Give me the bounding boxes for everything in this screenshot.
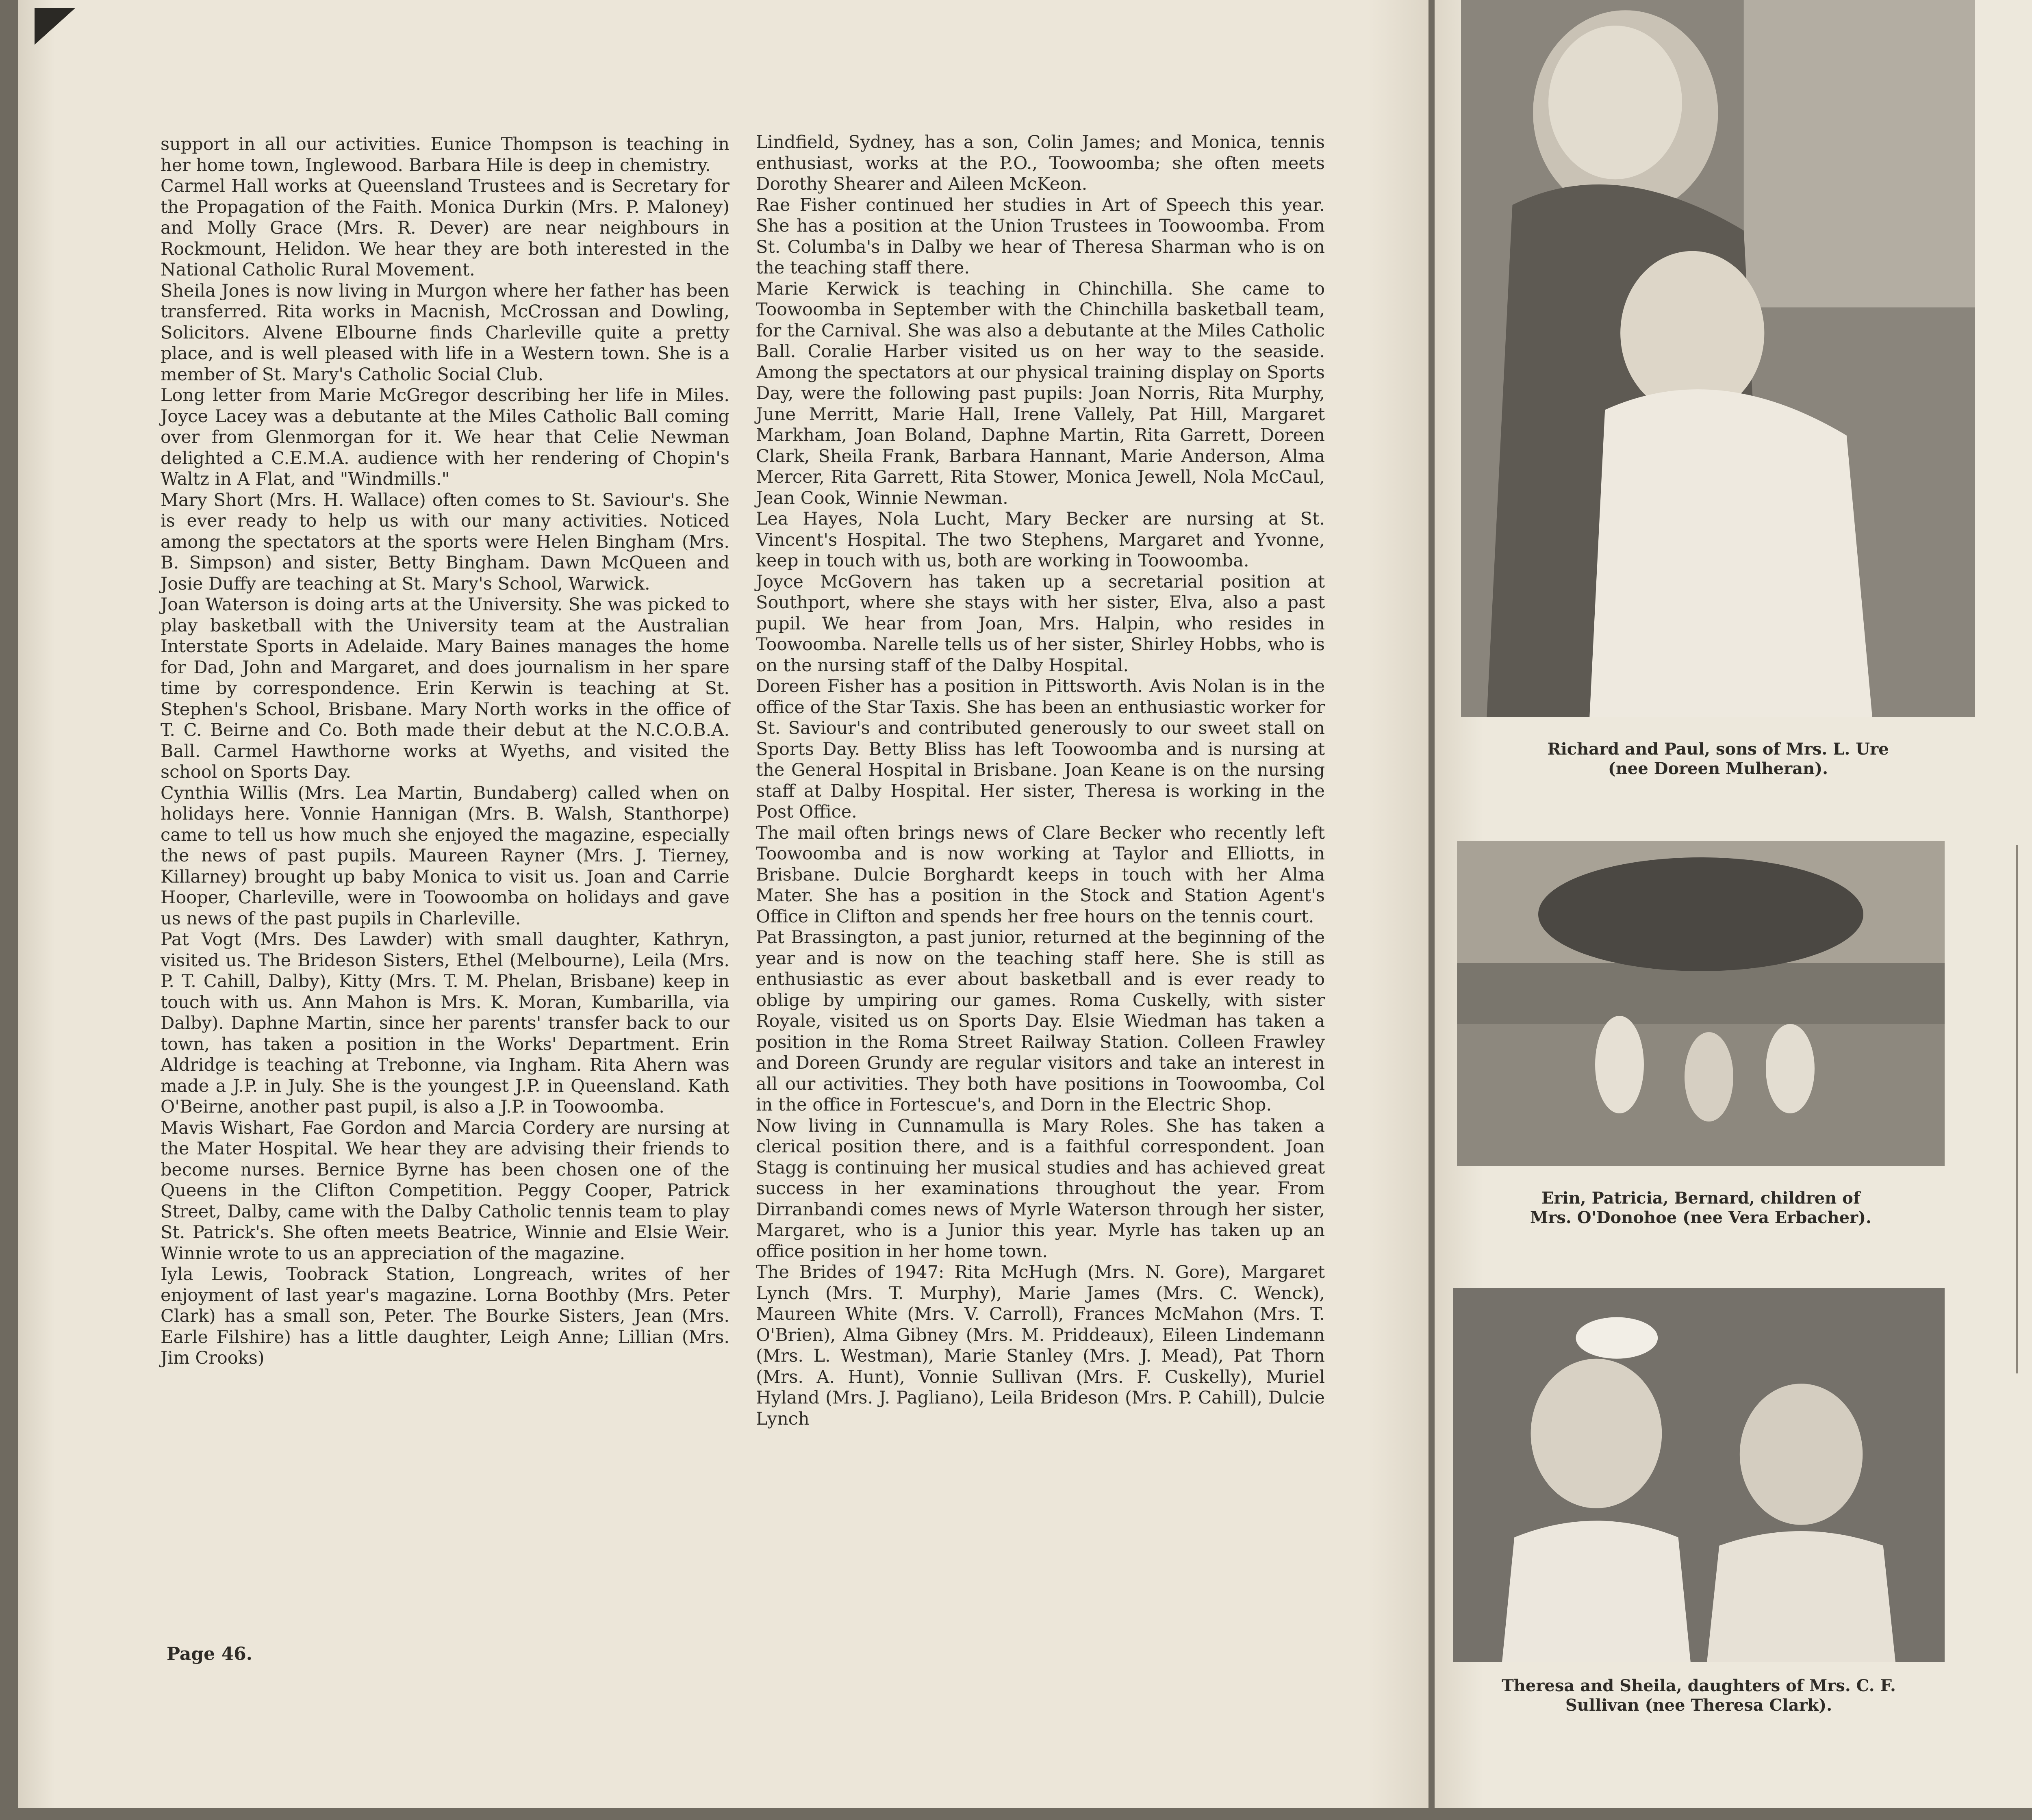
- photo-richard-and-paul: [1461, 0, 1975, 717]
- photo-theresa-and-sheila: [1453, 1288, 1945, 1662]
- photo-erin-patricia-bernard: [1457, 841, 1945, 1166]
- caption-erin-patricia-bernard: Erin, Patricia, Bernard, children of Mrs. O'Donohoe (nee Vera Erbacher).: [1530, 1189, 1871, 1227]
- page-corner-mark: [35, 8, 75, 45]
- caption-richard-and-paul: Richard and Paul, sons of Mrs. L. Ure (nee Doreen Mulheran).: [1547, 740, 1889, 778]
- column-divider: [2016, 845, 2018, 1373]
- article-column-2: Lindfield, Sydney, has a son, Colin James; and Monica, tennis enthusiast, works at the P.O., Toowoomba; she often meets Dorothy Shearer and Aileen McKeon. Rae Fisher continued her studies in Art of Speech this year. She has a position at the Union Trustees in Toowoomba. From St. Columba's in Dalby we hear of Theresa Sharman who is on the teaching staff there. Marie Kerwick is teaching in Chinchilla. She came to Toowoomba in September with the Chinchilla basketball team, for the Carnival. She was also a debutante at the Miles Catholic Ball. Coralie Harber visited us on her way to the seaside. Among the spectators at our physical training display on Sports Day, were the following past pupils: Joan Norris, Rita Murphy, June Merritt, Marie Hall, Irene Vallely, Pat Hill, Margaret Markham, Joan Boland, Daphne Martin, Rita Garrett, Doreen Clark, Sheila Frank, Barbara Hannant, Marie Anderson, Alma Mercer, Rita Garrett, Rita Stower, Monica Jewell, Nola McCaul, Jean Cook, Winnie Newman. Lea Hayes, Nola Lucht, Mary Becker are nursing at St. Vincent's Hospital. The two Stephens, Margaret and Yvonne, keep in touch with us, both are working in Toowoomba. Joyce McGovern has taken up a secretarial position at Southport, where she stays with her sister, Elva, also a past pupil. We hear from Joan, Mrs. Halpin, who resides in Toowoomba. Narelle tells us of her sister, Shirley Hobbs, who is on the nursing staff of the Dalby Hospital. Doreen Fisher has a position in Pittsworth. Avis Nolan is in the office of the Star Taxis. She has been an enthusiastic worker for St. Saviour's and contributed generously to our sweet stall on Sports Day. Betty Bliss has left Toowoomba and is nursing at the General Hospital in Brisbane. Joan Keane is on the nursing staff at Dalby Hospital. Her sister, Theresa is working in the Post Office. The mail often brings news of Clare Becker who recently left Toowoomba and is now working at Taylor and Elliotts, in Brisbane. Dulcie Borghardt keeps in touch with her Alma Mater. She has a position in the Stock and Station Agent's Office in Clifton and spends her free hours on the tennis court. Pat Brassington, a past junior, returned at the beginning of the year and is now on the teaching staff here. She is still as enthusiastic as ever about basketball and is ever ready to oblige by umpiring our games. Roma Cuskelly, with sister Royale, visited us on Sports Day. Elsie Wiedman has taken a position in the Roma Street Railway Station. Colleen Frawley and Doreen Grundy are regular visitors and take an interest in all our activities. They both have positions in Toowoomba, Col in the office in Fortescue's, and Dorn in the Electric Shop. Now living in Cunnamulla is Mary Roles. She has taken a clerical position there, and is a faithful correspondent. Joan Stagg is continuing her musical studies and has achieved great success in her examinations throughout the year. From Dirranbandi comes news of Myrle Waterson through her sister, Margaret, who is a Junior this year. Myrle has taken up an office position in her home town. The Brides of 1947: Rita McHugh (Mrs. N. Gore), Margaret Lynch (Mrs. T. Murphy), Marie James (Mrs. C. Wenck), Maureen White (Mrs. V. Carroll), Frances McMahon (Mrs. T. O'Brien), Alma Gibney (Mrs. M. Priddeaux), Eileen Lindemann (Mrs. L. Westman), Marie Stanley (Mrs. J. Mead), Pat Thorn (Mrs. A. Hunt), Vonnie Sullivan (Mrs. F. Cuskelly), Muriel Hyland (Mrs. J. Pagliano), Leila Brideson (Mrs. P. Cahill), Dulcie Lynch: [756, 132, 1325, 1429]
- caption-theresa-and-sheila: Theresa and Sheila, daughters of Mrs. C. F. Sullivan (nee Theresa Clark).: [1502, 1676, 1896, 1715]
- article-column-1: support in all our activities. Eunice Thompson is teaching in her home town, Inglewood. Barbara Hile is deep in chemistry. Carmel Hall works at Queensland Trustees and is Secretary for the Propagation of the Faith. Monica Durkin (Mrs. P. Maloney) and Molly Grace (Mrs. R. Dever) are near neighbours in Rockmount, Helidon. We hear they are both interested in the National Catholic Rural Movement. Sheila Jones is now living in Murgon where her father has been transferred. Rita works in Macnish, McCrossan and Dowling, Solicitors. Alvene Elbourne finds Charleville quite a pretty place, and is well pleased with life in a Western town. She is a member of St. Mary's Catholic Social Club. Long letter from Marie McGregor describing her life in Miles. Joyce Lacey was a debutante at the Miles Catholic Ball coming over from Glenmorgan for it. We hear that Celie Newman delighted a C.E.M.A. audience with her rendering of Chopin's Waltz in A Flat, and "Windmills." Mary Short (Mrs. H. Wallace) often comes to St. Saviour's. She is ever ready to help us with our many activities. Noticed among the spectators at the sports were Helen Bingham (Mrs. B. Simpson) and sister, Betty Bingham. Dawn McQueen and Josie Duffy are teaching at St. Mary's School, Warwick. Joan Waterson is doing arts at the University. She was picked to play basketball with the University team at the Australian Interstate Sports in Adelaide. Mary Baines manages the home for Dad, John and Margaret, and does journalism in her spare time by correspondence. Erin Kerwin is teaching at St. Stephen's School, Brisbane. Mary North works in the office of T. C. Beirne and Co. Both made their debut at the N.C.O.B.A. Ball. Carmel Hawthorne works at Wyeths, and visited the school on Sports Day. Cynthia Willis (Mrs. Lea Martin, Bundaberg) called when on holidays here. Vonnie Hannigan (Mrs. B. Walsh, Stanthorpe) came to tell us how much she enjoyed the magazine, especially the news of past pupils. Maureen Rayner (Mrs. J. Tierney, Killarney) brought up baby Monica to visit us. Joan and Carrie Hooper, Charleville, were in Toowoomba on holidays and gave us news of the past pupils in Charleville. Pat Vogt (Mrs. Des Lawder) with small daughter, Kathryn, visited us. The Brideson Sisters, Ethel (Melbourne), Leila (Mrs. P. T. Cahill, Dalby), Kitty (Mrs. T. M. Phelan, Brisbane) keep in touch with us. Ann Mahon is Mrs. K. Moran, Kumbarilla, via Dalby). Daphne Martin, since her parents' transfer back to our town, has taken a position in the Works' Department. Erin Aldridge is teaching at Trebonne, via Ingham. Rita Ahern was made a J.P. in July. She is the youngest J.P. in Queensland. Kath O'Beirne, another past pupil, is also a J.P. in Toowoomba. Mavis Wishart, Fae Gordon and Marcia Cordery are nursing at the Mater Hospital. We hear they are advising their friends to become nurses. Bernice Byrne has been chosen one of the Queens in the Clifton Competition. Peggy Cooper, Patrick Street, Dalby, came with the Dalby Catholic tennis team to play St. Patrick's. She often meets Beatrice, Winnie and Elsie Weir. Winnie wrote to us an appreciation of the magazine. Iyla Lewis, Toobrack Station, Longreach, writes of her enjoyment of last year's magazine. Lorna Boothby (Mrs. Peter Clark) has a small son, Peter. The Bourke Sisters, Jean (Mrs. Earle Filshire) has a little daughter, Leigh Anne; Lillian (Mrs. Jim Crooks): [161, 134, 729, 1368]
- left-page: [18, 0, 1428, 1808]
- right-page: [1435, 0, 2032, 1808]
- page-number: Page 46.: [167, 1644, 253, 1664]
